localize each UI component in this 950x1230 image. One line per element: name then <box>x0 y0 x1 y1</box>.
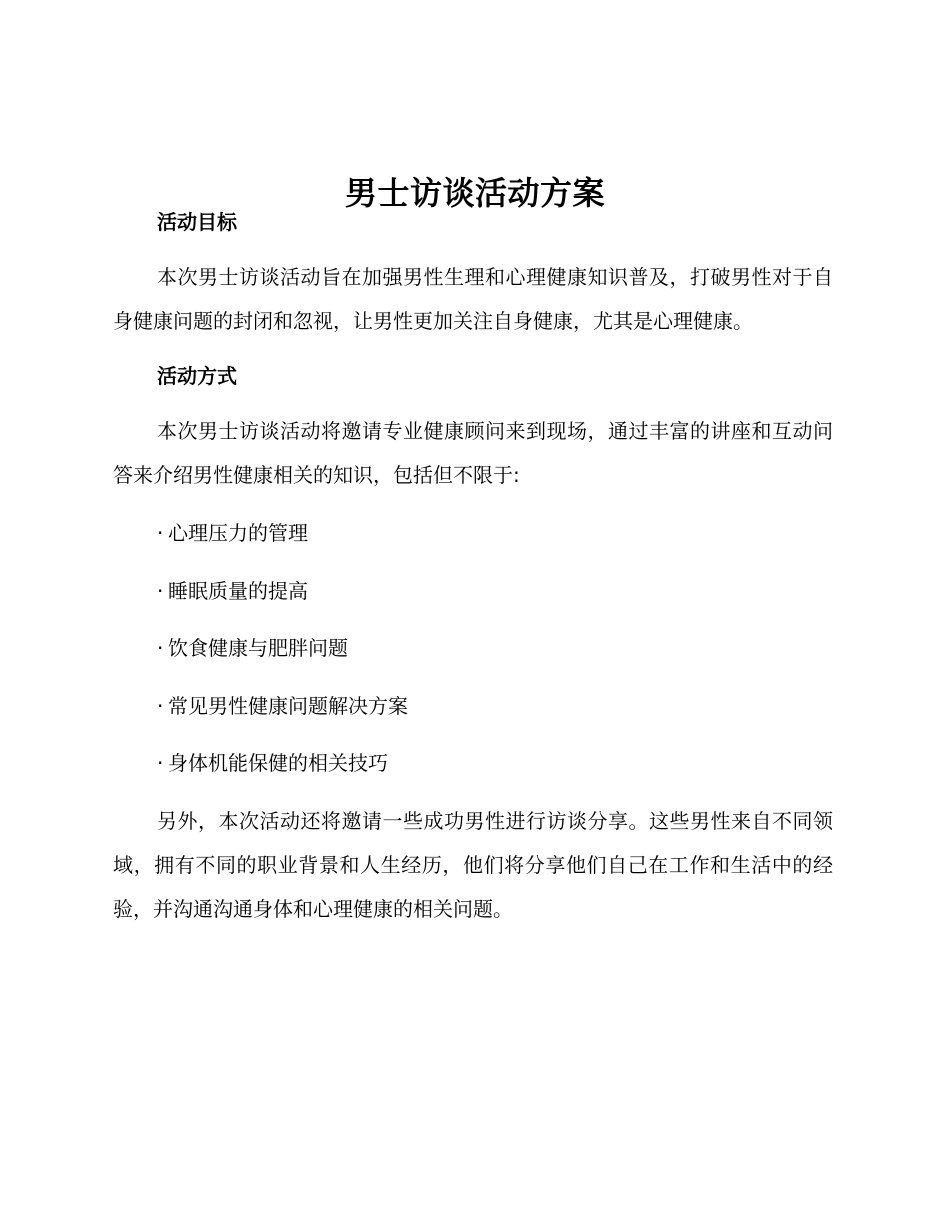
list-item <box>113 511 833 555</box>
closing-paragraph: 另外，本次活动还将邀请一些成功男性进行访谈分享。这些男性来自不同领域，拥有不同的职业背景和人生经历，他们将分享他们自己在工作和生活中的经验，并沟通沟通身体和心理健康的相关问题。 <box>113 808 833 921</box>
section-heading-method: 活动方式 <box>157 364 237 388</box>
list-item-text: 饮食健康与肥胖问题 <box>168 636 348 660</box>
bullet-icon: · <box>157 578 164 603</box>
bullet-icon: · <box>157 636 164 660</box>
list-item <box>113 684 833 728</box>
list-item <box>113 569 833 613</box>
section-heading-goal: 活动目标 <box>157 210 237 234</box>
list-item-text: 心理压力的管理 <box>168 521 308 545</box>
document-body <box>113 203 833 931</box>
list-item-text: 睡眠质量的提高 <box>168 578 308 603</box>
list-item-text: 常见男性健康问题解决方案 <box>168 693 408 718</box>
topic-list <box>113 511 833 785</box>
list-item-text: 身体机能保健的相关技巧 <box>168 751 388 775</box>
section-paragraph-goal: 本次男士访谈活动旨在加强男性生理和心理健康知识普及，打破男性对于自身健康问题的封闭和忽视，让男性更加关注自身健康，尤其是心理健康。 <box>113 265 833 333</box>
page-title: 男士访谈活动方案 <box>344 174 605 213</box>
bullet-icon: · <box>157 521 164 545</box>
bullet-icon: · <box>157 693 164 718</box>
section-paragraph-method: 本次男士访谈活动将邀请专业健康顾问来到现场，通过丰富的讲座和互动问答来介绍男性健康相关的知识，包括但不限于: <box>113 419 833 487</box>
list-item <box>113 626 833 670</box>
bullet-icon: · <box>157 751 164 775</box>
list-item <box>113 741 833 785</box>
